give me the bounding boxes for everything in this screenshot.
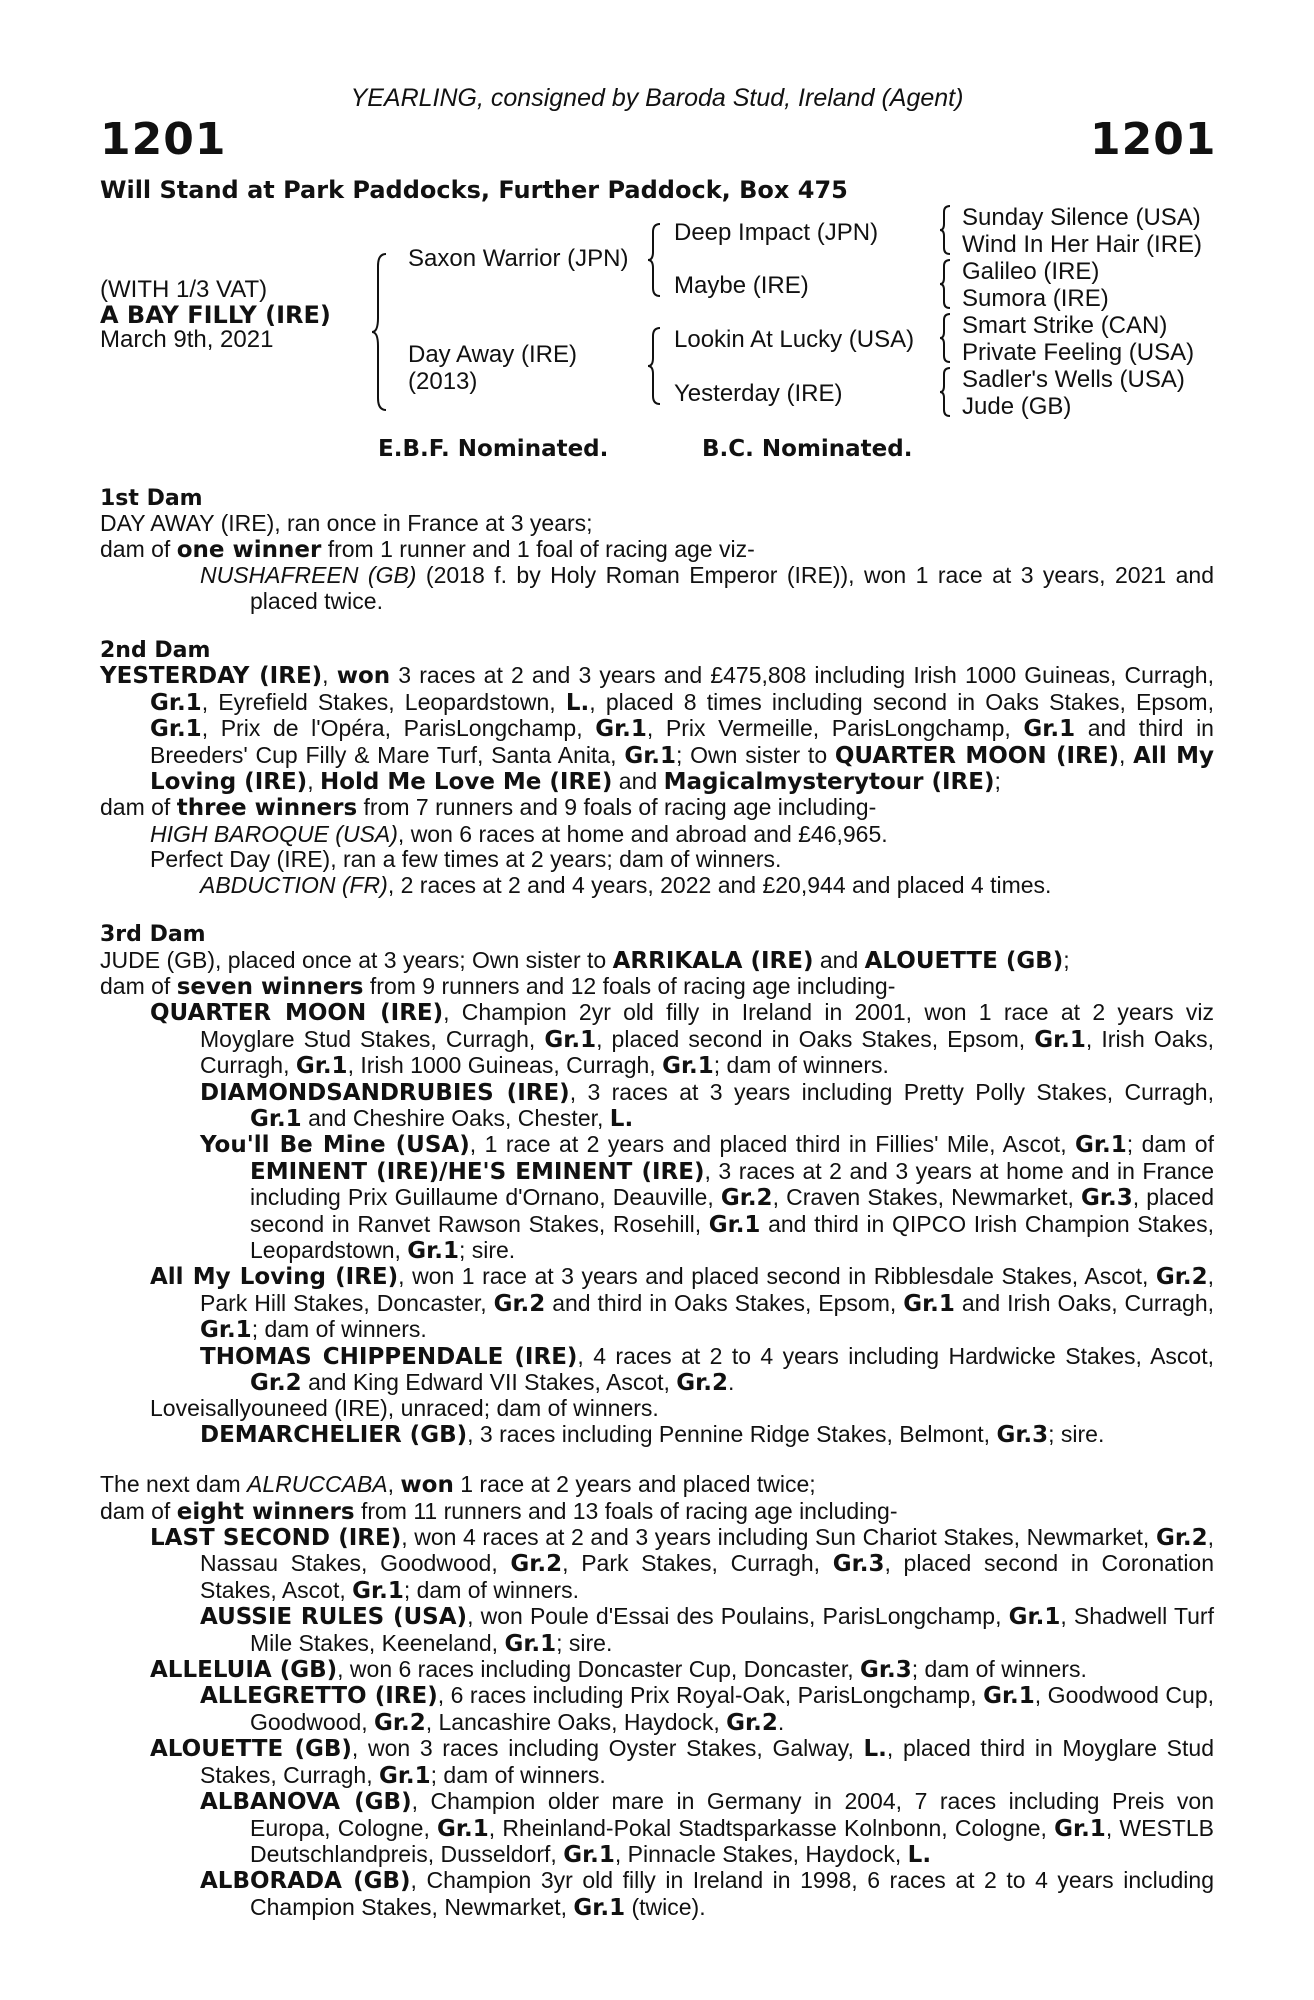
text: , Rheinland-Pokal Stadtsparkasse Kolnbonn, Cologne, [488,1814,1055,1841]
grade: Gr.1 [150,689,202,716]
next-dam-section [100,1472,1214,1921]
text: won [336,663,391,690]
grade: Gr.2 [374,1709,426,1736]
next-dam-line [100,1472,1214,1498]
text: , placed second in Coronation Stakes, Ascot, [200,1550,1215,1603]
sibling-name: All My Loving (IRE) [150,742,1214,796]
grade: Gr.1 [1054,1815,1106,1842]
grade: Gr.2 [1155,1264,1208,1291]
text: ; dam of [1126,1131,1214,1158]
progeny-entry: THOMAS CHIPPENDALE (IRE), 4 races at 2 to 4 years including Hardwicke Stakes, Ascot, Gr.2 and King Edward VII Stakes, Ascot, Gr.2. [200,1342,1214,1396]
next-dam-produce [100,1499,1214,1525]
progeny-entry [100,1789,1214,1868]
text: ; dam of winners. [911,1656,1087,1683]
progeny-name: ABDUCTION (FR) [200,871,388,898]
text: dam of [100,1497,177,1524]
grade: Gr.2 [510,1551,563,1578]
text: and third in Breeders' Cup Filly & Mare Turf, Santa Anita, [150,715,1214,768]
dam-name: ALRUCCABA [247,1471,388,1498]
third-dam-line: JUDE (GB), placed once at 3 years; Own sister to ARRIKALA (IRE) and ALOUETTE (GB); [100,946,1070,974]
progeny-name: AUSSIE RULES (USA) [200,1604,468,1631]
grade: Gr.1 [563,1841,615,1868]
grade: Gr.1 [544,1026,597,1053]
grade: Gr.2 [250,1370,302,1396]
foaling-date: March 9th, 2021 [100,326,274,353]
grade: Gr.1 [352,1577,404,1604]
first-dam-line: DAY AWAY (IRE), ran once in France at 3 years; [100,510,593,537]
pedigree-brace-main [370,252,390,412]
text: from 11 runners and 13 foals of racing age including- [354,1497,898,1524]
progeny-name: NUSHAFREEN (GB) [200,562,417,589]
dam-sire-name: Lookin At Lucky (USA) [674,326,915,353]
ebf-nomination: E.B.F. Nominated. [378,436,609,462]
pedigree-brace-g2 [938,258,954,310]
ancestor-3: Galileo (IRE) [962,258,1100,285]
progeny-entry: Perfect Day (IRE), ran a few times at 2 years; dam of winners. [150,846,782,873]
grade: Gr.1 [150,716,202,743]
text: , Champion older mare in Germany in 2004, 7 races including Preis von Europa, Cologne, [250,1788,1214,1841]
progeny-entry [100,873,1214,898]
ancestor-6: Private Feeling (USA) [962,339,1195,366]
dam-name: Day Away (IRE) [408,341,577,368]
progeny-entry [100,1736,1214,1789]
ancestor-8: Jude (GB) [962,393,1072,420]
grade: Gr.2 [726,1709,778,1736]
horse-name: A BAY FILLY (IRE) [100,301,331,329]
progeny-name: All My Loving (IRE) [150,1264,399,1291]
progeny-name: QUARTER MOON (IRE) [150,1000,444,1027]
text: , won 3 races including Oyster Stakes, Galway, [351,1735,864,1762]
grade: Gr.1 [595,716,647,743]
text: from 1 runner and 1 foal of racing age viz- [321,535,755,562]
text: and King Edward VII Stakes, Ascot, [301,1369,677,1395]
lot-number-left: 1201 [100,114,227,165]
ancestor-4: Sumora (IRE) [962,285,1109,312]
text: , Prix Vermeille, ParisLongchamp, [646,715,1024,742]
progeny-entry [100,1000,1214,1079]
text: , Park Hill Stakes, Doncaster, [200,1263,1214,1316]
text: and Cheshire Oaks, Chester, [301,1104,610,1131]
pedigree-brace-g1 [938,204,954,256]
third-dam-section [100,922,1214,1448]
grade: Gr.1 [407,1237,459,1264]
text: ; dam of winners. [403,1576,579,1603]
sibling-name: ARRIKALA (IRE) [612,947,814,974]
progeny-entry [100,1604,1214,1657]
text: dam of [100,794,177,821]
progeny-name: EMINENT (IRE)/HE'S EMINENT (IRE) [250,1158,705,1185]
progeny-entry [100,1132,1214,1264]
progeny-name: THOMAS CHIPPENDALE (IRE) [200,1343,578,1370]
text: , Nassau Stakes, Goodwood, [200,1524,1215,1577]
text: , Irish 1000 Guineas, Curragh, [347,1052,663,1079]
text: , Shadwell Turf Mile Stakes, Keeneland, [250,1603,1214,1656]
text: and Irish Oaks, Curragh, [954,1289,1214,1316]
text: ; dam of winners. [430,1761,606,1788]
first-dam-produce [100,537,1214,563]
sire-sire-name: Deep Impact (JPN) [674,219,879,246]
winner-count: one winner [176,536,322,563]
grade: Gr.2 [676,1370,728,1396]
bc-nomination: B.C. Nominated. [702,436,913,462]
grade: Gr.1 [378,1762,431,1789]
first-dam-section [100,486,1214,614]
grade: Gr.3 [1081,1185,1133,1212]
progeny-entry [100,1080,1214,1133]
stand-location: Will Stand at Park Paddocks, Further Paddock, Box 475 [100,176,848,204]
text: , Champion 2yr old filly in Ireland in 2001, won 1 race at 2 years viz Moyglare Stud Stakes, Curragh, [200,999,1214,1052]
text: , 6 races including Prix Royal-Oak, ParisLongchamp, [437,1682,984,1709]
text: and third in Oaks Stakes, Epsom, [545,1289,904,1316]
text: The next dam [100,1471,248,1498]
text: , Lancashire Oaks, Haydock, [425,1708,727,1735]
progeny-entry [100,1525,1214,1604]
pedigree-brace-g3 [938,312,954,364]
text: , 4 races at 2 to 4 years including Hardwicke Stakes, Ascot, [577,1342,1214,1369]
text: , won Poule d'Essai des Poulains, ParisLongchamp, [467,1603,1009,1630]
grade: Gr.2 [1155,1525,1208,1552]
progeny-name: ALBANOVA (GB) [200,1789,412,1816]
grade: Gr.1 [250,1105,302,1132]
text: , 2 races at 2 and 4 years, 2022 and £20,944 and placed 4 times. [387,871,1052,898]
winner-count: eight winners [176,1498,355,1525]
grade: Gr.1 [708,1211,761,1238]
ancestor-2: Wind In Her Hair (IRE) [962,231,1203,258]
grade: Gr.3 [832,1551,885,1578]
grade: Gr.1 [1034,1026,1086,1053]
progeny-entry [100,1657,1214,1683]
grade: Gr.1 [573,1894,626,1921]
lot-number-right: 1201 [1090,114,1217,165]
sire-dam-name: Maybe (IRE) [674,272,809,299]
dam-name: YESTERDAY (IRE) [100,663,323,690]
consignment-header: YEARLING, consigned by Baroda Stud, Ireland (Agent) [350,84,964,112]
grade: L. [609,1105,634,1132]
grade: Gr.1 [504,1630,557,1657]
sibling-name: Hold Me Love Me (IRE) [319,769,613,796]
third-dam-heading: 3rd Dam [100,922,206,948]
grade: Gr.1 [200,1317,252,1344]
text: ; dam of winners. [251,1316,427,1343]
text: , won 1 race at 3 years and placed second in Ribblesdale Stakes, Ascot, [398,1263,1156,1290]
progeny-entry [100,563,1214,614]
progeny-entry [100,822,1214,847]
grade: L. [565,689,590,716]
text: from 9 runners and 12 foals of racing age including- [363,972,896,999]
grade: Gr.2 [493,1290,546,1317]
text: , Irish Oaks, Curragh, [200,1025,1214,1079]
text: , Park Stakes, Curragh, [562,1550,833,1577]
sibling-name: QUARTER MOON (IRE) [834,742,1119,769]
pedigree-brace-g4 [938,366,954,418]
grade: Gr.3 [860,1657,912,1684]
text: ; sire. [1048,1420,1105,1447]
winner-count: seven winners [176,973,364,1000]
progeny-name: HIGH BAROQUE (USA) [150,820,398,847]
grade: Gr.1 [1023,716,1076,743]
ancestor-5: Smart Strike (CAN) [962,312,1168,339]
grade: Gr.1 [983,1683,1035,1710]
text: 3 races at 2 and 3 years and £475,808 including Irish 1000 Guineas, Curragh, [390,662,1214,689]
text: 1 race at 2 years and placed twice; [453,1471,816,1498]
text: ; sire. [556,1629,613,1656]
text: , Craven Stakes, Newmarket, [772,1184,1082,1211]
vat-note: (WITH 1/3 VAT) [100,276,268,303]
progeny-name: ALLEGRETTO (IRE) [200,1683,438,1710]
progeny-entry: Loveisallyouneed (IRE), unraced; dam of winners. [150,1395,659,1422]
progeny-name: DIAMONDSANDRUBIES (IRE) [200,1079,570,1106]
grade: Gr.1 [295,1053,348,1080]
text: and [612,768,664,795]
sire-name: Saxon Warrior (JPN) [408,245,629,272]
progeny-name: LAST SECOND (IRE) [150,1525,402,1552]
pedigree-brace-sire [646,222,664,298]
progeny-name: You'll Be Mine (USA) [200,1132,470,1159]
text: and third in QIPCO Irish Champion Stakes, Leopardstown, [250,1210,1214,1263]
grade: Gr.1 [1075,1132,1127,1159]
progeny-entry: ALLEGRETTO (IRE), 6 races including Prix Royal-Oak, ParisLongchamp, Gr.1, Goodwood Cup, Goodwood, Gr.2, Lancashire Oaks, Haydock, Gr.2. [200,1682,1215,1736]
third-dam-produce [100,974,1214,1000]
text: , 3 races including Pennine Ridge Stakes, Belmont, [467,1420,997,1447]
grade: Gr.1 [903,1290,955,1317]
text: , placed second in Oaks Stakes, Epsom, [596,1025,1035,1052]
second-dam-heading: 2nd Dam [100,638,211,664]
text: , won 6 races at home and abroad and £46,965. [397,820,888,847]
dam-year: (2013) [408,368,478,395]
dam-dam-name: Yesterday (IRE) [674,380,843,407]
text: dam of [100,535,177,562]
text: , placed second in Ranvet Rawson Stakes, Rosehill, [250,1184,1214,1237]
progeny-entry [100,1422,1214,1448]
grade: Gr.1 [624,742,676,769]
pedigree-brace-dam [646,326,664,406]
text: ; sire. [458,1236,516,1263]
text: , WESTLB Deutschlandpreis, Dusseldorf, [250,1814,1214,1867]
text: (twice). [625,1893,706,1920]
second-dam-record: YESTERDAY (IRE), won 3 races at 2 and 3 years and £475,808 including Irish 1000 Guineas, Curragh, Gr.1, Eyrefield Stakes, Leopardstown, L., placed 8 times including second in Oaks Stakes, Epsom, Gr.1, Prix de l'Opéra, ParisLongchamp, Gr.1, Prix Vermeille, ParisLongchamp, Gr.1 and third in Breeders' Cup Filly & Mare Turf, Santa Anita, Gr.1; Own sister to QUARTER MOON (IRE), All My Loving (IRE), Hold Me Love Me (IRE) and Magicalmysterytour (IRE); [100,662,1214,796]
text: , won 6 races including Doncaster Cup, Doncaster, [337,1656,861,1683]
grade: Gr.1 [1008,1604,1061,1631]
grade: Gr.1 [662,1053,714,1080]
progeny-entry [100,1264,1214,1343]
second-dam-section [100,638,1214,898]
grade: L. [907,1841,932,1868]
text: , placed third in Moyglare Stud Stakes, Curragh, [200,1735,1214,1788]
ancestor-1: Sunday Silence (USA) [962,204,1201,231]
progeny-entry [100,1868,1214,1921]
first-dam-heading: 1st Dam [100,486,203,511]
progeny-name: DEMARCHELIER (GB) [200,1421,468,1448]
text: , Champion 3yr old filly in Ireland in 1998, 6 races at 2 to 4 years including Champion Stakes, Newmarket, [250,1867,1214,1920]
grade: Gr.3 [996,1421,1049,1448]
text: , placed 8 times including second in Oaks Stakes, Epsom, [589,688,1214,715]
text: , Goodwood Cup, Goodwood, [250,1682,1215,1735]
sibling-name: ALOUETTE (GB) [864,947,1064,974]
sibling-name: Magicalmysterytour (IRE) [663,769,995,796]
text: , Prix de l'Opéra, ParisLongchamp, [201,715,596,742]
text: won [400,1472,454,1499]
text: , [387,1471,401,1498]
text: JUDE (GB), placed once at 3 years; Own sister to [100,946,613,973]
text: , won 4 races at 2 and 3 years including Sun Chariot Stakes, Newmarket, [401,1524,1156,1551]
text: from 7 runners and 9 foals of racing age including- [357,794,877,821]
winner-count: three winners [176,795,358,822]
progeny-name: ALLELUIA (GB) [150,1657,338,1684]
progeny-name: ALBORADA (GB) [200,1868,411,1895]
catalogue-body [100,486,1214,1921]
text: , 1 race at 2 years and placed third in Fillies' Mile, Ascot, [469,1131,1076,1158]
text: (2018 f. by Holy Roman Emperor (IRE)), won 1 race at 3 years, 2021 and placed twice. [250,562,1214,614]
text: , 3 races at 2 and 3 years at home and in France including Prix Guillaume d'Ornano, Deauville, [250,1157,1215,1211]
text: ; Own sister to [676,741,835,768]
text: dam of [100,972,177,999]
grade: Gr.1 [437,1815,489,1842]
text: , 3 races at 3 years including Pretty Polly Stakes, Curragh, [569,1078,1214,1105]
text: ; dam of winners. [713,1052,889,1079]
second-dam-produce [100,795,1214,821]
text: , Pinnacle Stakes, Haydock, [614,1840,908,1867]
ancestor-7: Sadler's Wells (USA) [962,366,1185,393]
grade: Gr.2 [720,1185,773,1212]
progeny-name: ALOUETTE (GB) [150,1736,352,1763]
grade: L. [863,1736,887,1763]
text: , Eyrefield Stakes, Leopardstown, [201,688,566,715]
